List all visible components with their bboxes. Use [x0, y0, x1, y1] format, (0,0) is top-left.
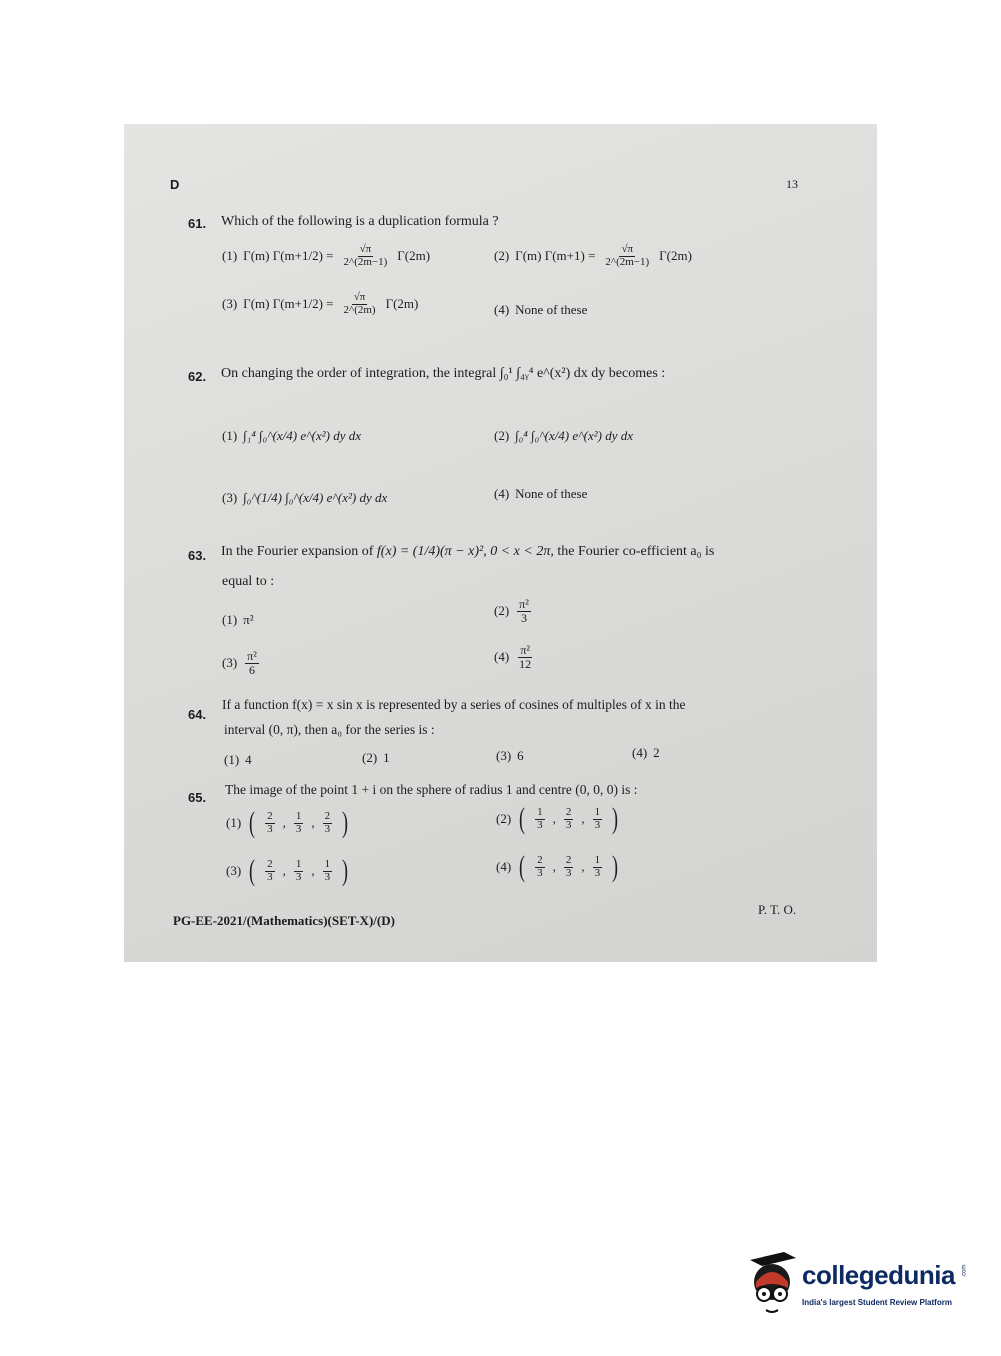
option-label: (2): [494, 603, 510, 619]
option-2: (2) ( $\frac{1}{3}$ , $\frac{2}{3}$ , $\frac{1}{3}$ ): [496, 802, 619, 835]
option-label: (4): [496, 859, 512, 874]
option-label: (4): [494, 486, 510, 501]
mascot-icon: [744, 1252, 800, 1322]
option-label: (1): [222, 248, 238, 264]
option-label: (2): [496, 811, 512, 826]
footer-code: PG-EE-2021/(Mathematics)(SET-X)/(D): [173, 913, 395, 928]
fraction: $\frac{\text{π²}}{6}$: [247, 649, 257, 677]
set-letter: D: [170, 177, 180, 192]
option-3: [222, 292, 418, 316]
fraction: $\frac{1}{3}$: [295, 809, 302, 835]
option-label: (2): [494, 428, 510, 443]
option-2: [494, 244, 692, 268]
question-text-before: In the Fourier expansion of: [221, 544, 374, 559]
option-4: [494, 486, 587, 502]
question-text-line2: equal to :: [222, 574, 275, 589]
question-number: 62.: [188, 369, 207, 384]
fraction: $\frac{√\pi}{2\^{}(2m-1)}$: [605, 243, 650, 268]
option-expression: ∫₁⁴ ∫₀^(x/4) e^(x²) dy dx: [243, 428, 361, 443]
option-4: (4) ( $\frac{2}{3}$ , $\frac{2}{3}$ , $\frac{1}{3}$ ): [496, 850, 619, 883]
option-2: [362, 750, 390, 766]
question-text-line1: If a function f(x) = x sin x is represented by a series of cosines of multiples of x in the: [222, 697, 686, 712]
fraction: $\frac{2}{3}$: [267, 809, 273, 835]
option-label: (1): [222, 428, 238, 443]
option-lhs: Γ(m) Γ(m+1) =: [515, 248, 596, 264]
fraction: $\frac{√\pi}{2\^{}(2m)}$: [343, 291, 376, 316]
option-label: (3): [496, 748, 512, 763]
option-label: (3): [222, 490, 238, 505]
function-expression: f(x) = (1/4)(π − x)², 0 < x < 2π,: [376, 544, 554, 559]
option-3: [496, 748, 524, 764]
option-label: (4): [494, 649, 510, 665]
logo-suffix: .com: [961, 1264, 968, 1278]
option-1: [224, 752, 252, 768]
question-number: 64.: [188, 707, 207, 722]
option-label: (1): [224, 752, 240, 767]
integral-expression: ∫₀¹ ∫₄ᵧ⁴ e^(x²) dx dy: [499, 366, 606, 381]
option-expression: ∫₀^(1/4) ∫₀^(x/4) e^(x²) dy dx: [243, 490, 388, 505]
option-lhs: Γ(m) Γ(m+1/2) =: [243, 248, 334, 264]
fraction: $\frac{1}{3}$: [594, 853, 601, 879]
fraction: $\frac{√\pi}{2\^{}(2m-1)}$: [343, 243, 388, 268]
fraction: $\frac{2}{3}$: [267, 857, 273, 883]
fraction: $\frac{2}{3}$: [537, 853, 543, 879]
fraction: $\frac{1}{3}$: [537, 805, 543, 831]
option-text: None of these: [515, 302, 588, 317]
option-4: [632, 745, 660, 761]
option-text: 1: [383, 750, 390, 765]
option-label: (2): [494, 248, 510, 264]
page-number: 13: [786, 177, 798, 191]
question-number: 61.: [188, 216, 207, 231]
question-text-after: the Fourier co-efficient a₀ is: [557, 544, 715, 559]
question-text-line2: interval (0, π), then a₀ for the series is :: [224, 722, 435, 737]
option-text: 2: [653, 745, 660, 760]
option-expression: ∫₀⁴ ∫₀^(x/4) e^(x²) dy dx: [515, 428, 633, 443]
option-label: (3): [222, 296, 238, 312]
option-label: (4): [632, 745, 648, 760]
option-rhs: Γ(2m): [385, 296, 419, 312]
option-1: [222, 612, 254, 628]
option-rhs: Γ(2m): [397, 248, 431, 264]
option-label: (3): [226, 863, 242, 878]
option-4: [494, 644, 535, 670]
question-number: 65.: [188, 790, 207, 805]
collegedunia-logo[interactable]: [744, 1252, 974, 1322]
option-1: (1) ( $\frac{2}{3}$ , $\frac{1}{3}$ , $\frac{2}{3}$ ): [226, 806, 349, 839]
option-4: [494, 302, 587, 318]
pto-text: P. T. O.: [758, 902, 797, 917]
fraction: $\frac{1}{3}$: [324, 857, 331, 883]
question-text: The image of the point 1 + i on the sphere of radius 1 and centre (0, 0, 0) is :: [225, 782, 638, 797]
option-expression: π²: [243, 612, 254, 627]
fraction: $\frac{\text{π²}}{12}$: [519, 643, 532, 671]
logo-tagline: India's largest Student Review Platform: [802, 1298, 952, 1307]
option-2: [494, 428, 633, 444]
fraction: $\frac{2}{3}$: [565, 853, 572, 879]
fraction: $\frac{1}{3}$: [594, 805, 601, 831]
option-lhs: Γ(m) Γ(m+1/2) =: [243, 296, 334, 312]
logo-wordmark: collegedunia: [802, 1260, 955, 1290]
option-label: (1): [222, 612, 238, 627]
option-3: [222, 650, 261, 676]
option-label: (1): [226, 815, 242, 830]
option-1: [222, 244, 430, 268]
fraction: $\frac{2}{3}$: [324, 809, 331, 835]
option-1: [222, 428, 361, 444]
option-rhs: Γ(2m): [659, 248, 692, 264]
option-text: 6: [517, 748, 524, 763]
question-text: [221, 544, 714, 560]
option-3: [222, 490, 387, 506]
fraction: $\frac{2}{3}$: [565, 805, 572, 831]
option-label: (4): [494, 302, 510, 317]
question-text-before: On changing the order of integration, the integral: [221, 366, 497, 381]
option-label: (3): [222, 655, 238, 671]
option-label: (2): [362, 750, 378, 765]
question-text-after: becomes :: [608, 366, 666, 381]
fraction: $\frac{1}{3}$: [295, 857, 302, 883]
option-2: [494, 598, 533, 624]
option-3: (3) ( $\frac{2}{3}$ , $\frac{1}{3}$ , $\frac{1}{3}$ ): [226, 854, 349, 887]
option-text: None of these: [515, 486, 588, 501]
question-text: Which of the following is a duplication formula ?: [221, 214, 499, 229]
question-text: [221, 366, 665, 382]
fraction: $\frac{\text{π²}}{3}$: [519, 597, 529, 625]
option-text: 4: [245, 752, 252, 767]
question-number: 63.: [188, 548, 207, 563]
